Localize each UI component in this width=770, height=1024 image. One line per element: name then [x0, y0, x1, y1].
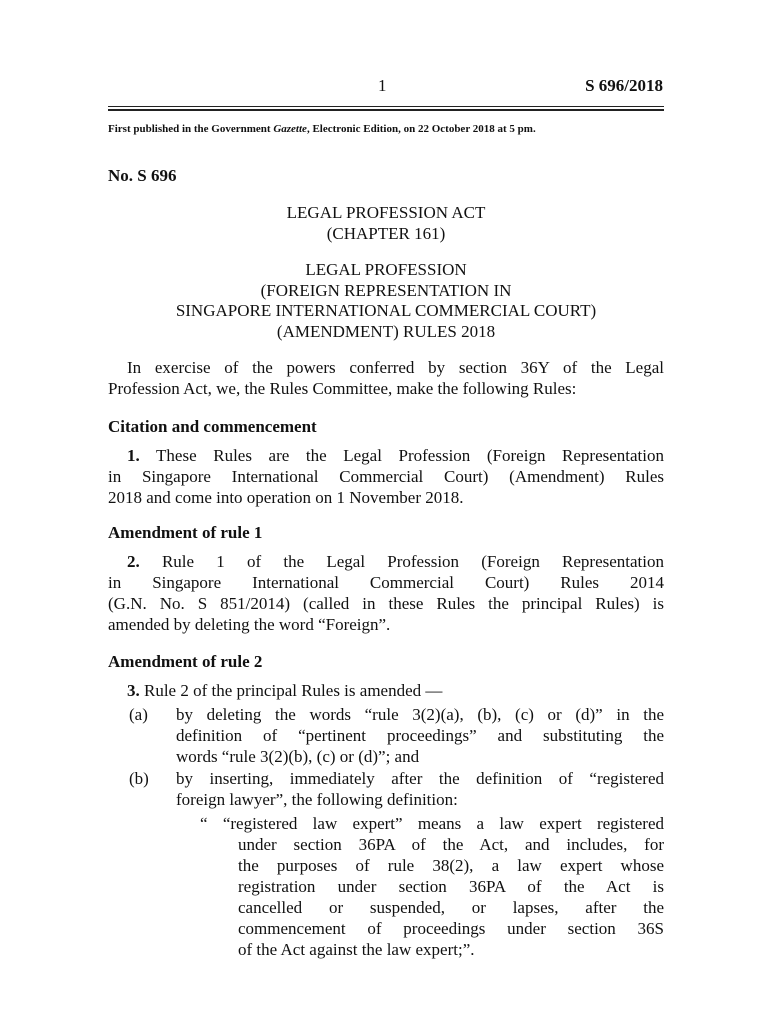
instrument-number: No. S 696	[108, 166, 177, 185]
item-a-line: words “rule 3(2)(b), (c) or (d)”; and	[176, 747, 420, 766]
definition-line: registration under section 36PA of the Act is	[238, 877, 664, 896]
item-a-line: by deleting the words “rule 3(2)(a), (b), (c) or (d)” in the	[176, 705, 664, 724]
definition-text	[238, 834, 664, 960]
act-title	[108, 203, 664, 244]
section-2-line: (G.N. No. S 851/2014) (called in these Rules the principal Rules) is	[108, 594, 664, 613]
section-number: 3.	[127, 681, 140, 700]
section-2-heading: Amendment of rule 1	[108, 523, 263, 542]
publication-note: First published in the Government Gazette, Electronic Edition, on 22 October 2018 at 5 pm.	[108, 123, 536, 135]
item-b-line: by inserting, immediately after the definition of “registered	[176, 769, 664, 788]
section-2-line: 2. Rule 1 of the Legal Profession (Foreign Representation	[127, 552, 664, 571]
definition-first-line: “ “registered law expert” means a law expert registered	[200, 814, 664, 833]
section-3-intro: 3. Rule 2 of the principal Rules is amended —	[127, 681, 443, 700]
rules-title-line: SINGAPORE INTERNATIONAL COMMERCIAL COURT)	[175, 301, 597, 320]
definition-line: the purposes of rule 38(2), a law expert whose	[238, 856, 664, 875]
enacting-formula	[108, 357, 664, 399]
rules-title-line: LEGAL PROFESSION	[305, 260, 467, 279]
act-title-line: LEGAL PROFESSION ACT	[286, 203, 486, 222]
definition-line: under section 36PA of the Act, and includes, for	[238, 835, 664, 854]
section-2-line: in Singapore International Commercial Court) Rules 2014	[108, 573, 664, 592]
page-number: 1	[378, 76, 387, 95]
section-1-line: 1. These Rules are the Legal Profession (Foreign Representation	[127, 446, 664, 465]
section-3-heading: Amendment of rule 2	[108, 652, 263, 671]
item-a-label: (a)	[129, 705, 148, 724]
item-a-line: definition of “pertinent proceedings” and substituting the	[176, 726, 664, 745]
rules-title-line: (FOREIGN REPRESENTATION IN	[260, 280, 512, 300]
section-1-text	[108, 445, 664, 508]
gazette-reference: S 696/2018	[585, 76, 663, 95]
section-number: 2.	[127, 552, 140, 571]
item-b-label: (b)	[129, 769, 149, 788]
definition-line: cancelled or suspended, or lapses, after the	[238, 898, 664, 917]
section-2-text	[108, 551, 664, 635]
section-1-line: 2018 and come into operation on 1 November 2018.	[108, 488, 464, 507]
definition-line: commencement of proceedings under section 36S	[238, 919, 664, 938]
header-rule-thin	[108, 106, 664, 107]
definition-line: of the Act against the law expert;”.	[238, 940, 475, 959]
section-1-line: in Singapore International Commercial Court) (Amendment) Rules	[108, 467, 664, 486]
enacting-line: In exercise of the powers conferred by section 36Y of the Legal	[127, 358, 664, 377]
section-number: 1.	[127, 446, 140, 465]
item-b-text	[176, 768, 664, 810]
item-a-text	[176, 704, 664, 767]
rules-title	[108, 260, 664, 342]
section-1-heading: Citation and commencement	[108, 417, 317, 436]
enacting-line: Profession Act, we, the Rules Committee, make the following Rules:	[108, 379, 577, 398]
header-rule-thick	[108, 109, 664, 111]
rules-title-line: (AMENDMENT) RULES 2018	[276, 321, 496, 341]
item-b-line: foreign lawyer”, the following definition:	[176, 790, 458, 809]
section-2-line: amended by deleting the word “Foreign”.	[108, 615, 391, 634]
act-chapter-line: (CHAPTER 161)	[326, 223, 446, 243]
